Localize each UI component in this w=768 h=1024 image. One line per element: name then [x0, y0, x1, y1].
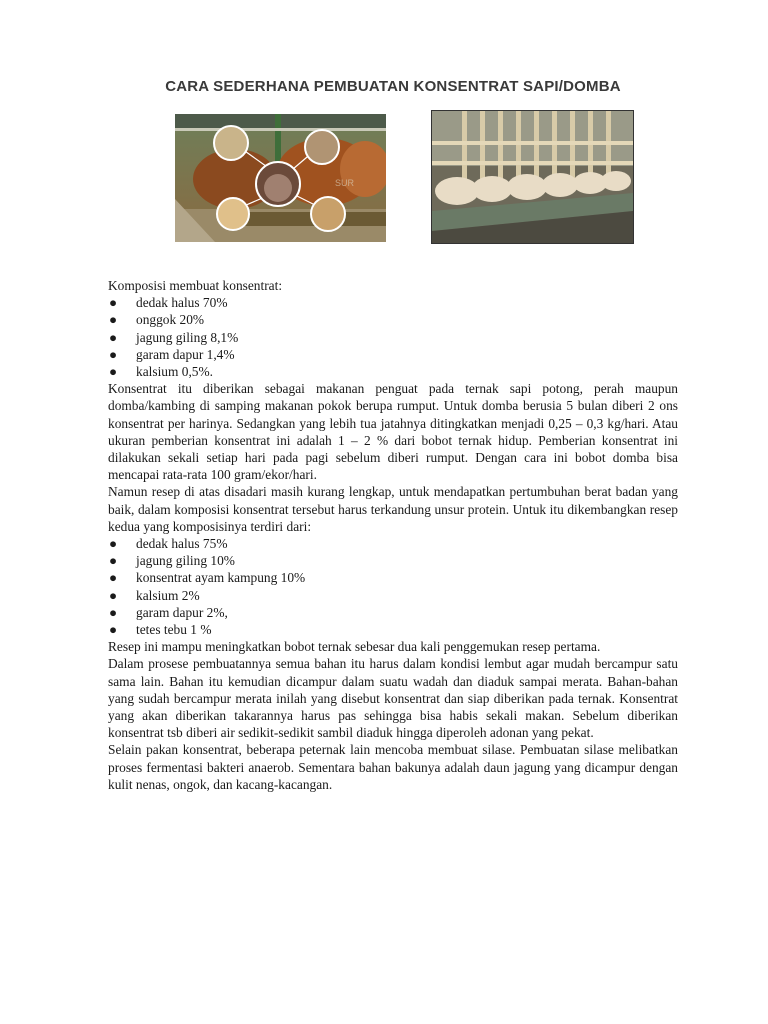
bullet-icon: ● — [109, 364, 118, 380]
cattle-feed-photo — [175, 114, 386, 242]
list-item: ● konsentrat ayam kampung 10% — [109, 570, 306, 586]
list-item: ● dedak halus 75% — [109, 536, 228, 552]
bullet-icon: ● — [109, 536, 118, 552]
paragraph: Dalam prosese pembuatannya semua bahan itu harus dalam kondisi lembut agar mudah bercampur satu sama lain. Bahan itu kemudian dicampur dalam suatu wadah dan diaduk sampai merata. Bahan-bahan yang sudah bercampur merata inilah yang disebut konsentrat dan siap diberikan pada ternak. Konsentrat yang akan diberikan takarannya harus pas sehingga bisa habis sekali makan. Sebelum diberikan konsentrat tsb diberi air sedikit-sedikit sambil diaduk hingga diperoleh adonan yang pekat. — [108, 656, 678, 741]
first-recipe-list — [108, 294, 678, 380]
bullet-icon: ● — [109, 295, 118, 311]
bullet-icon: ● — [109, 587, 118, 603]
paragraph: Konsentrat itu diberikan sebagai makanan penguat pada ternak sapi potong, perah maupun domba/kambing di samping makanan pokok berupa rumput. Untuk domba berusia 5 bulan diberi 2 ons konsentrat per harinya. Sedangkan yang lebih tua jatahnya ditingkatkan menjadi 0,25 – 0,3 kg/hari. Atau ukuran pemberian konsentrat ini adalah 1 – 2 % dari bobot ternak hidup. Pemberian konsentrat ini dilakukan sekali setiap hari pada pagi sebelum diberi rumput. Dengan cara ini bobot domba bisa mencapai rata-rata 100 gram/ekor/hari. — [108, 381, 678, 483]
bullet-icon: ● — [109, 346, 118, 362]
paragraph: Resep ini mampu meningkatkan bobot ternak sebesar dua kali penggemukan resep pertama. — [108, 639, 601, 655]
bullet-icon: ● — [109, 553, 118, 569]
list-item: ● kalsium 0,5%. — [109, 364, 213, 380]
bullet-icon: ● — [109, 622, 118, 638]
bullet-icon: ● — [109, 329, 118, 345]
bullet-icon: ● — [109, 570, 118, 586]
intro-text: Komposisi membuat konsentrat: — [108, 278, 283, 293]
document-title: CARA SEDERHANA PEMBUATAN KONSENTRAT SAPI/DOMBA — [165, 78, 621, 95]
paragraph: Selain pakan konsentrat, beberapa peternak lain mencoba membuat silase. Pembuatan silase melibatkan proses fermentasi bakteri anaerob. Sementara bahan bakunya adalah daun jagung yang dicampur dengan kulit nenas, ongok, dan kacang-kacangan. — [108, 742, 678, 792]
list-item: ● garam dapur 2%, — [109, 604, 228, 620]
list-item: ● garam dapur 1,4% — [109, 346, 235, 362]
second-recipe-list — [108, 535, 678, 638]
bullet-icon: ● — [109, 312, 118, 328]
paragraph: Namun resep di atas disadari masih kurang lengkap, untuk mendapatkan pertumbuhan berat badan yang baik, dalam komposisi konsentrat tersebut harus terkandung unsur protein. Untuk itu dikembangkan resep kedua yang komposisinya terdiri dari: — [108, 484, 678, 534]
photo-watermark: SUR — [335, 178, 355, 188]
list-item: ● jagung giling 10% — [109, 553, 235, 569]
sheep-pen-photo — [431, 110, 634, 244]
list-item: ● tetes tebu 1 % — [109, 622, 212, 638]
document-body — [108, 277, 678, 793]
list-item: ● dedak halus 70% — [109, 295, 228, 311]
list-item: ● onggok 20% — [109, 312, 205, 328]
list-item: ● kalsium 2% — [109, 587, 200, 603]
list-item: ● jagung giling 8,1% — [109, 329, 239, 345]
bullet-icon: ● — [109, 604, 118, 620]
